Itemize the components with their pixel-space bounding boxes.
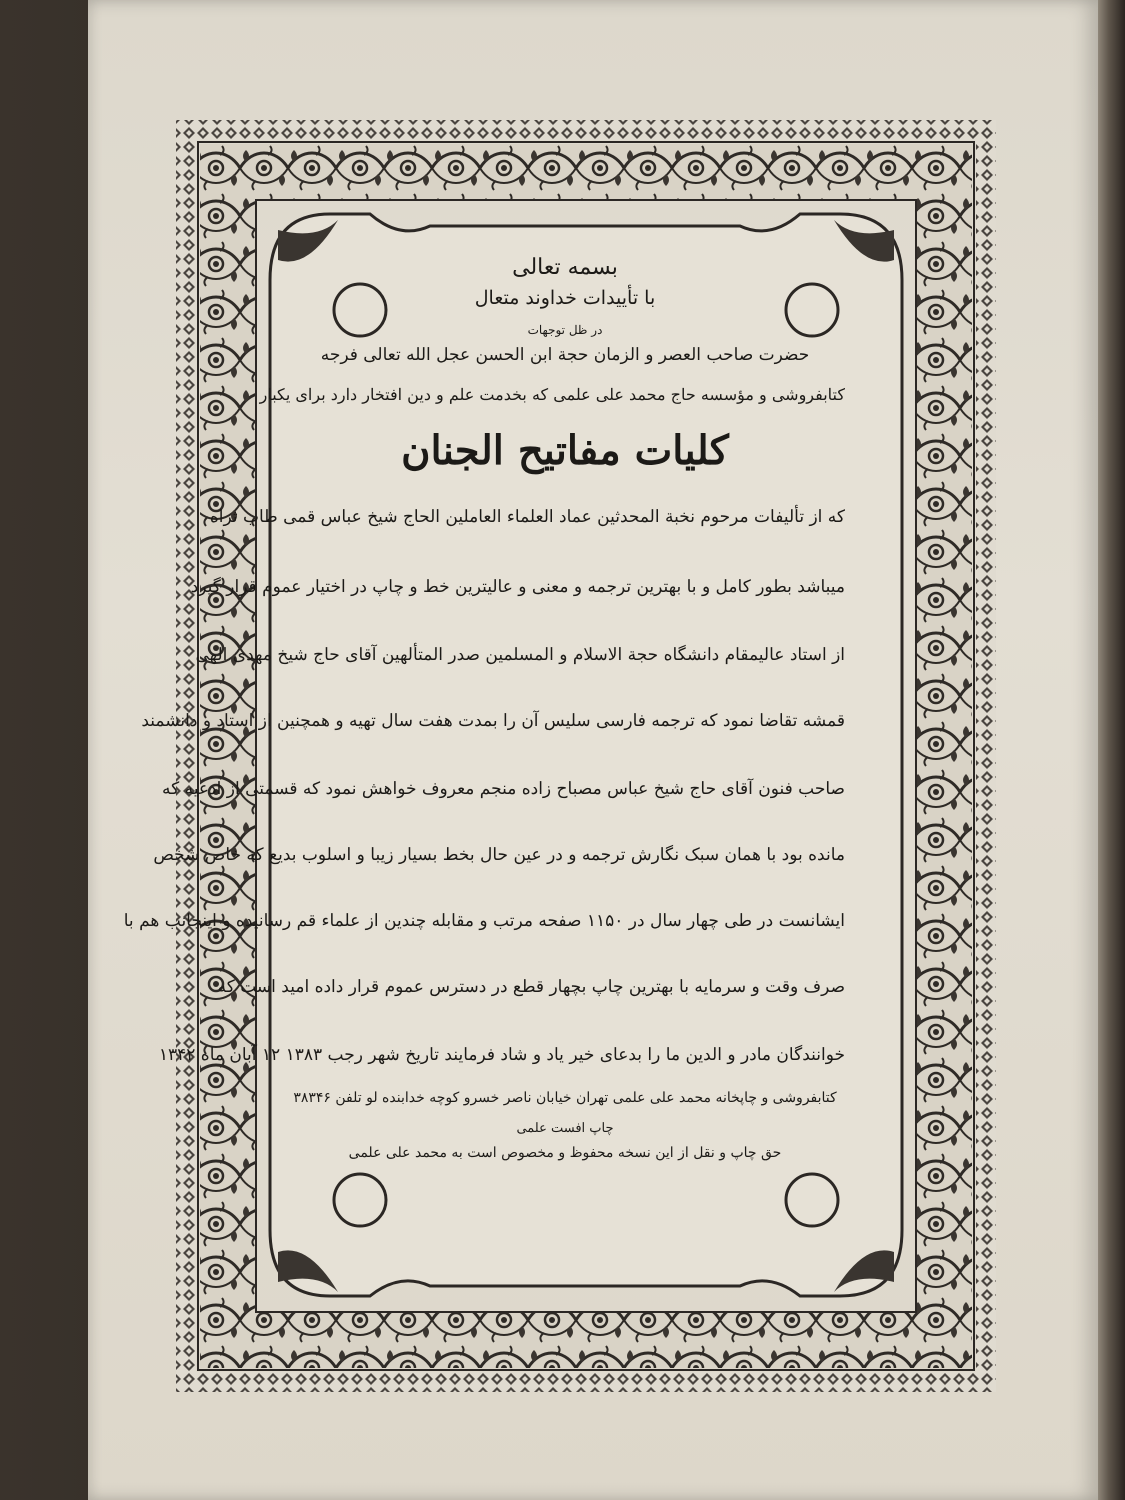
body-line: صرف وقت و سرمایه با بهترین چاپ بچهار قطع در دسترس عموم قرار داده امید است که xyxy=(217,977,845,997)
publisher-address: کتابفروشی و چاپخانه محمد علی علمی تهران خیابان ناصر خسرو کوچه خدابنده لو تلفن ۳۸۳۴۶ xyxy=(293,1090,837,1106)
body-line: قمشه تقاضا نمود که ترجمه فارسی سلیس آن را بمدت هفت سال تهیه و همچنین از استاد و دانشمند xyxy=(141,711,845,731)
body-line: خوانندگان مادر و الدین ما را بدعای خیر یاد و شاد فرمایند تاریخ شهر رجب ۱۳۸۳ ۱۲ آبان ماه ۱۳۴۲ xyxy=(158,1045,845,1065)
publisher-line: کتابفروشی و مؤسسه حاج محمد علی علمی که بخدمت علم و دین افتخار دارد برای یکبار xyxy=(259,385,845,404)
invocation-line: بسمه تعالی xyxy=(512,255,618,280)
body-line: که از تألیفات مرحوم نخبة المحدثین عماد العلماء العاملین الحاج شیخ عباس قمی طاب ثراه xyxy=(209,507,845,527)
body-line: صاحب فنون آقای حاج شیخ عباس مصباح زاده منجم معروف خواهش نمود که قسمتی از ادعیه که xyxy=(162,779,845,799)
body-line: مانده بود با همان سبک نگارش ترجمه و در عین حال بخط بسیار زیبا و اسلوب بدیع که خاص شخص xyxy=(153,845,845,865)
print-credit: چاپ افست علمی xyxy=(516,1121,614,1136)
copyright-notice: حق چاپ و نقل از این نسخه محفوظ و مخصوص است به محمد علی علمی xyxy=(348,1145,782,1161)
body-line: از استاد عالیمقام دانشگاه حجة الاسلام و المسلمین صدر المتألهین آقای حاج شیخ مهدی الهی xyxy=(195,645,845,665)
title-page-text xyxy=(123,245,845,1185)
dedication-line: حضرت صاحب العصر و الزمان حجة ابن الحسن عجل الله تعالی فرجه xyxy=(320,345,810,365)
divine-support-line: با تأییدات خداوند متعال xyxy=(474,287,656,309)
under-auspices-line: در ظل توجهات xyxy=(527,323,603,337)
body-line: میباشد بطور کامل و با بهترین ترجمه و معنی و عالیترین خط و چاپ در اختیار عموم قرار گیرد xyxy=(190,577,845,597)
body-line: ایشانست در طی چهار سال در ۱۱۵۰ صفحه مرتب و مقابله چندین از علماء قم رسانیده و اینجانب هم با xyxy=(123,911,845,931)
book-title: کلیات مفاتیح الجنان xyxy=(401,427,729,474)
